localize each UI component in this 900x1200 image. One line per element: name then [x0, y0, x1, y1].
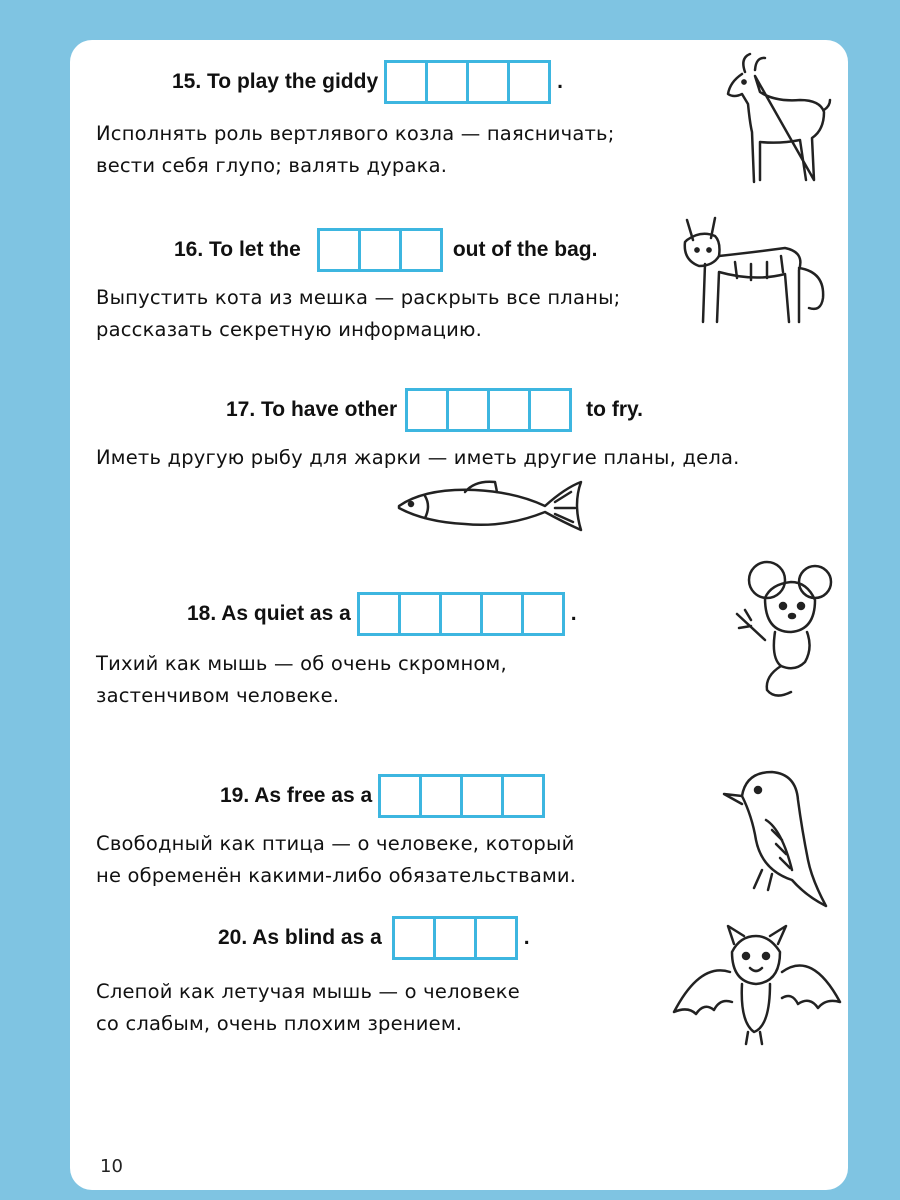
english-phrase: [220, 774, 551, 818]
russian-translation: Тихий как мышь — об очень скромном, застенчивом человеке.: [96, 652, 507, 707]
answer-boxes[interactable]: [392, 916, 518, 960]
bird-icon: [722, 760, 832, 910]
russian-translation: Исполнять роль вертлявого козла — паясничать; вести себя глупо; валять дурака.: [96, 122, 615, 177]
english-phrase: [172, 60, 563, 104]
goat-icon: [720, 52, 835, 187]
answer-boxes[interactable]: [405, 388, 572, 432]
fish-icon: [395, 478, 585, 538]
phrase-start: 19. As free as a: [220, 784, 373, 807]
phrase-start: 20. As blind as a: [218, 926, 382, 949]
cat-icon: [675, 212, 835, 332]
russian-translation: Свободный как птица — о человеке, который не обременён какими-либо обязательствами.: [96, 832, 577, 887]
phrase-start: 16. To let the: [174, 238, 301, 261]
phrase-start: 17. To have other: [226, 398, 398, 421]
phrase-end: out of the bag.: [452, 238, 598, 261]
answer-boxes[interactable]: [317, 228, 443, 272]
phrase-end: .: [570, 602, 577, 625]
answer-boxes[interactable]: [357, 592, 565, 636]
page-number: 10: [100, 1156, 123, 1177]
phrase-start: 18. As quiet as a: [187, 602, 351, 625]
phrase-start: 15. To play the giddy: [172, 70, 379, 93]
english-phrase: [187, 592, 577, 636]
bat-icon: [670, 922, 842, 1052]
russian-translation: Слепой как летучая мышь — о человеке со слабым, очень плохим зрением.: [96, 980, 520, 1035]
russian-translation: Иметь другую рыбу для жарки — иметь другие планы, дела.: [96, 446, 740, 469]
russian-translation: Выпустить кота из мешка — раскрыть все планы; рассказать секретную информацию.: [96, 286, 621, 341]
english-phrase: [226, 388, 643, 432]
answer-boxes[interactable]: [384, 60, 551, 104]
english-phrase: [218, 916, 530, 960]
workbook-page: [70, 40, 848, 1190]
phrase-end: .: [523, 926, 530, 949]
english-phrase: [174, 228, 597, 272]
answer-boxes[interactable]: [378, 774, 545, 818]
phrase-end: to fry.: [586, 398, 643, 421]
mouse-icon: [735, 558, 835, 703]
phrase-end: .: [557, 70, 563, 93]
